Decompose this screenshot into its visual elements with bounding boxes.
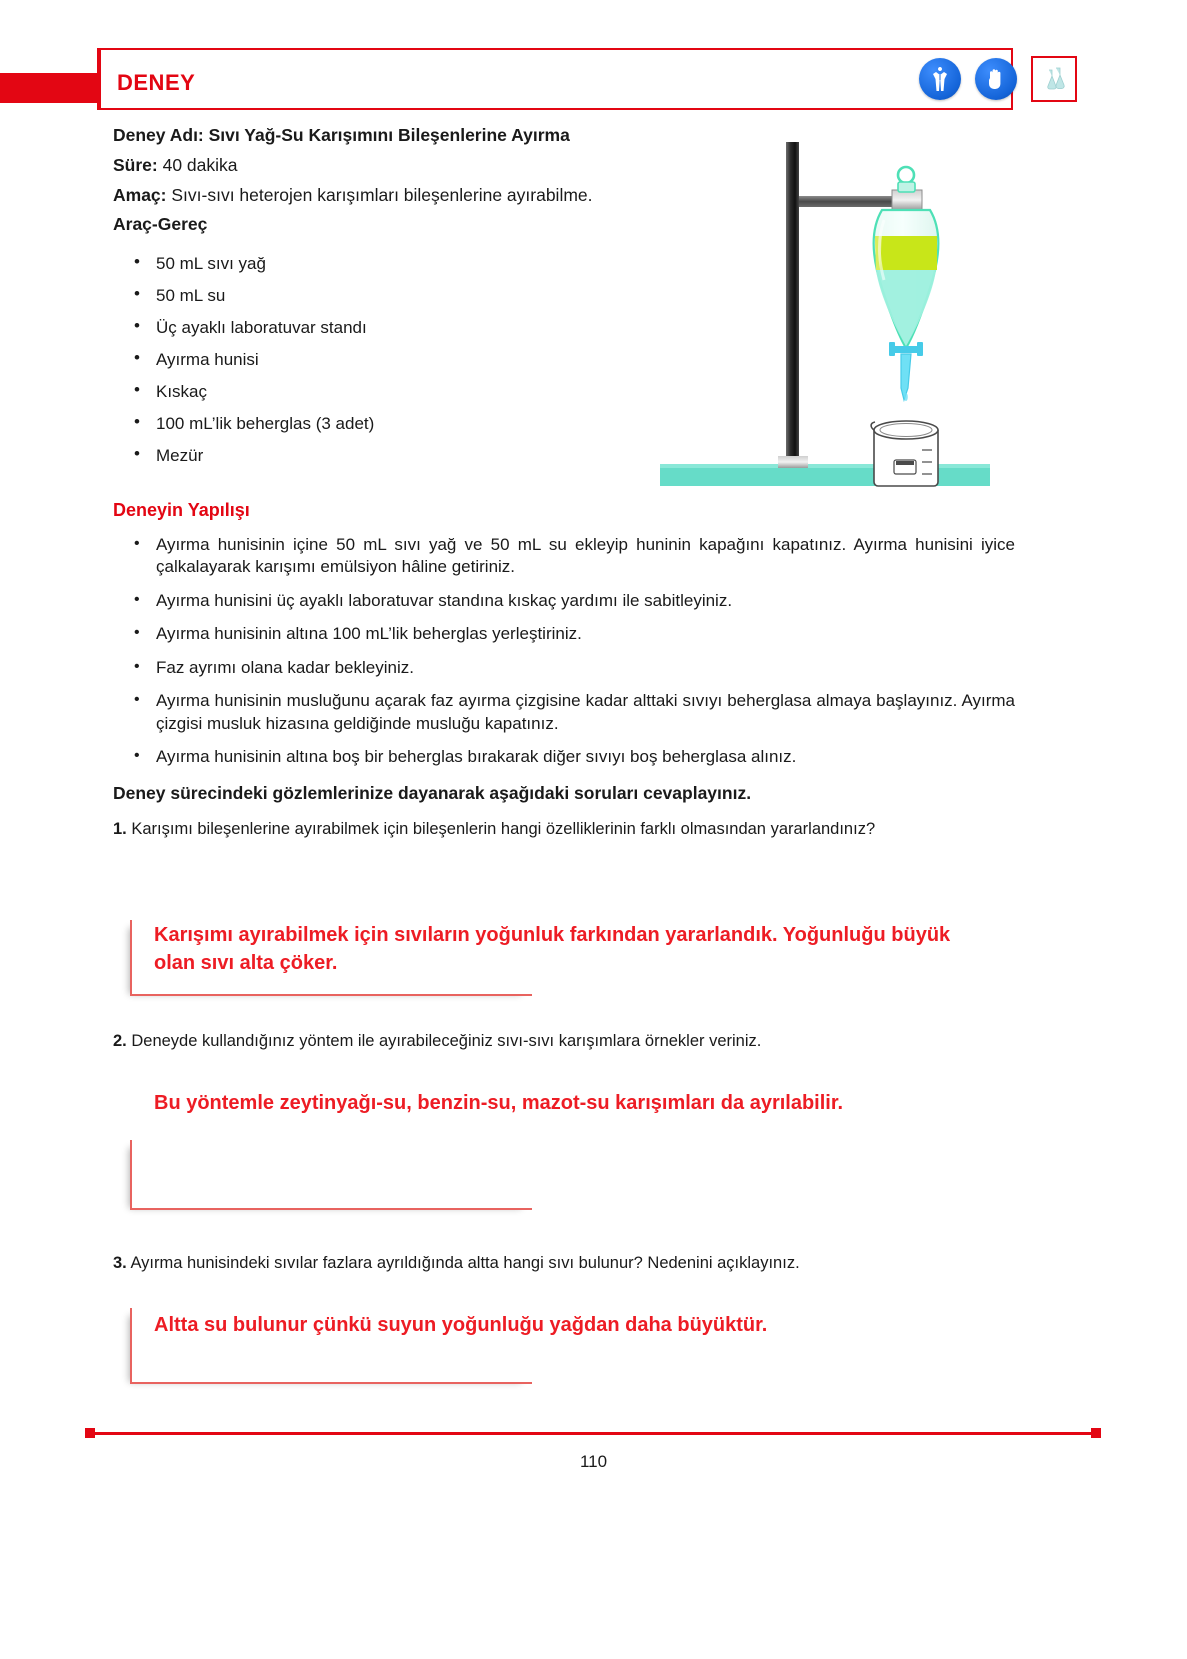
list-item: • 50 mL su [130,287,630,304]
footer-right-marker [1091,1428,1101,1438]
list-item: • Ayırma hunisinin altına boş bir beherglas bırakarak diğer sıvıyı boş beherglasa alınız. [130,746,1015,768]
funnel-stopper [898,182,915,192]
list-item: • Ayırma hunisinin altına 100 mL’lik beherglas yerleştiriniz. [130,623,1015,645]
list-item: • Ayırma hunisi [130,351,630,368]
question-1-text: Karışımı bileşenlerine ayırabilmek için bileşenlerin hangi özelliklerinin farklı olmasından yararlandınız? [126,820,876,838]
list-item: • Ayırma hunisini üç ayaklı laboratuvar standına kıskaç yardımı ile sabitleyiniz. [130,590,1015,612]
list-item: • Kıskaç [130,383,630,400]
stopcock [891,346,921,353]
question-3-number: 3. [113,1254,127,1272]
stand-rod [786,142,799,468]
page-number: 110 [579,1452,608,1471]
funnel-stopper-ring [898,167,914,183]
header-box [97,48,1013,110]
procedure-heading: Deneyin Yapılışı [113,500,250,520]
stand-base [778,456,808,468]
water-layer [876,270,936,346]
separating-funnel-apparatus-illustration [660,120,1000,500]
purpose-label: Amaç: [113,184,167,205]
answer-instruction: Deney sürecindeki gözlemlerinize dayanarak aşağıdaki soruları cevaplayınız. [113,783,752,803]
answer-2-text: Bu yöntemle zeytinyağı-su, benzin-su, mazot-su karışımları da ayrılabilir. [154,1092,844,1114]
safety-icon-group [919,56,1077,102]
answer-1-text: Karışımı ayırabilmek için sıvıların yoğunluk farkından yararlandık. Yoğunluğu büyük olan sıvı alta çöker. [154,924,951,974]
duration-label: Süre: [113,154,158,175]
experiment-name-value: Sıvı Yağ-Su Karışımını Bileşenlerine Ayırma [203,125,570,145]
lab-coat-icon [919,58,961,100]
header-red-tab [0,73,98,103]
experiment-name-line [113,124,733,147]
duration-line [113,154,733,177]
experiment-name-label: Deney Adı: [113,125,204,145]
page-title: DENEY [117,70,196,95]
list-item: • 50 mL sıvı yağ [130,255,630,272]
duration-value: 40 dakika [157,154,238,175]
question-3 [113,1252,993,1274]
experiment-meta [113,124,733,243]
clamp [892,190,922,210]
question-1-number: 1. [113,820,127,838]
flask-icon [1031,56,1077,102]
safety-gloves-icon [975,58,1017,100]
list-item: • Mezür [130,447,630,464]
question-3-text: Ayırma hunisindeki sıvılar fazlara ayrıldığında altta hangi sıvı bulunur? Nedenini açıklayınız. [126,1254,800,1272]
materials-heading: Araç-Gereç [113,214,208,235]
procedure-list [130,534,1015,780]
purpose-value: Sıvı-sıvı heterojen karışımları bileşenlerine ayırabilme. [166,184,593,205]
answer-box-3[interactable] [130,1308,768,1384]
purpose-line [113,184,733,207]
question-2-number: 2. [113,1032,127,1050]
beaker [871,393,938,486]
list-item: • Ayırma hunisinin musluğunu açarak faz ayırma çizgisine kadar alttaki sıvıyı beherglasa almaya başlayınız. Ayırma çizgisi musluk hizasına geldiğinde musluğu kapatınız. [130,690,1015,735]
list-item: • Ayırma hunisinin içine 50 mL sıvı yağ ve 50 mL su ekleyip huninin kapağını kapatınız. Ayırma hunisini iyice çalkalayarak karışımı emülsiyon hâline getiriniz. [130,534,1015,579]
materials-list [130,255,630,479]
oil-layer [875,236,937,270]
list-item: • Üç ayaklı laboratuvar standı [130,319,630,336]
stand-arm [799,196,899,207]
question-2-text: Deneyde kullandığınız yöntem ile ayırabileceğiniz sıvı-sıvı karışımlara örnekler veriniz. [126,1032,762,1050]
list-item: • 100 mL’lik beherglas (3 adet) [130,415,630,432]
answer-3-text: Altta su bulunur çünkü suyun yoğunluğu yağdan daha büyüktür. [154,1314,768,1336]
question-1 [113,818,993,840]
answer-box-1[interactable] [130,920,951,996]
answer-box-2[interactable] [130,1092,844,1210]
list-item: • Faz ayrımı olana kadar bekleyiniz. [130,657,1015,679]
question-2 [113,1030,993,1052]
footer-rule [88,1432,1098,1435]
